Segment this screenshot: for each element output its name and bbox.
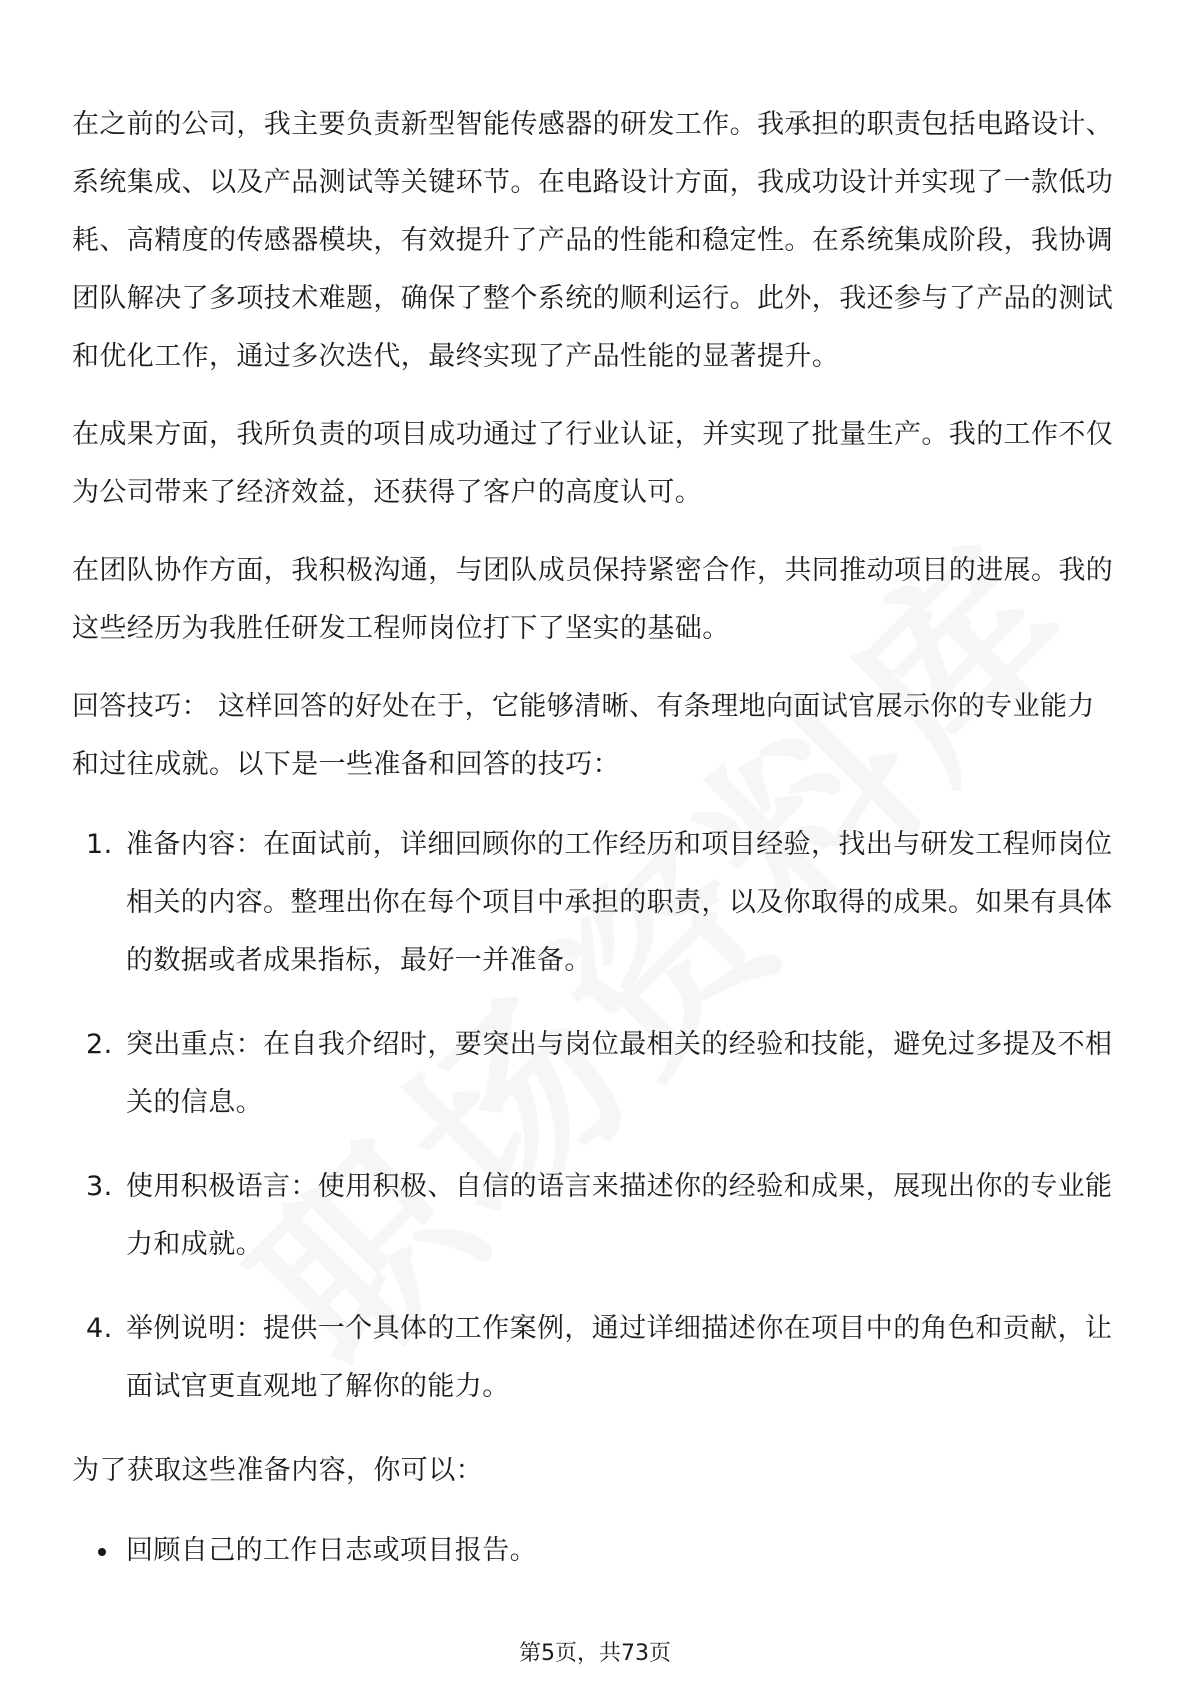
paragraph-answer-tips: 回答技巧： 这样回答的好处在于，它能够清晰、有条理地向面试官展示你的专业能力和过往成就。以下是一些准备和回答的技巧：: [72, 691, 1095, 780]
bullet-list-item: [72, 1522, 1122, 1580]
list-number: 3.: [86, 1171, 113, 1202]
paragraph-experience: 在之前的公司，我主要负责新型智能传感器的研发工作。我承担的职责包括电路设计、系统集成、以及产品测试等关键环节。在电路设计方面，我成功设计并实现了一款低功耗、高精度的传感器模块，有效提升了产品的性能和稳定性。在系统集成阶段，我协调团队解决了多项技术难题，确保了整个系统的顺利运行。此外，我还参与了产品的测试和优化工作，通过多次迭代，最终实现了产品性能的显著提升。: [72, 109, 1114, 372]
paragraph-achievements: 在成果方面，我所负责的项目成功通过了行业认证，并实现了批量生产。我的工作不仅为公司带来了经济效益，还获得了客户的高度认可。: [72, 419, 1114, 508]
list-number: 4.: [86, 1313, 113, 1344]
tips-list-item: [72, 816, 1122, 990]
document-body: [72, 96, 1122, 1580]
list-item-text: 使用积极语言：使用积极、自信的语言来描述你的经验和成果，展现出你的专业能力和成就。: [126, 1171, 1113, 1260]
tips-list-item: [72, 1158, 1122, 1274]
page-footer: 第5页，共73页: [519, 1641, 671, 1666]
paragraph-teamwork: 在团队协作方面，我积极沟通，与团队成员保持紧密合作，共同推动项目的进展。我的这些经历为我胜任研发工程师岗位打下了坚实的基础。: [72, 555, 1114, 644]
tips-list-item: [72, 1016, 1122, 1132]
tips-list-item: [72, 1300, 1122, 1416]
list-item-text: 举例说明：提供一个具体的工作案例，通过详细描述你在项目中的角色和贡献，让面试官更直观地了解你的能力。: [126, 1313, 1113, 1402]
tips-list: [72, 816, 1122, 1416]
list-number: 2.: [86, 1029, 113, 1060]
bullet-icon: [98, 1548, 106, 1556]
list-item-text: 回顾自己的工作日志或项目报告。: [126, 1535, 537, 1566]
bullet-list: [72, 1522, 1122, 1580]
paragraph-prep-intro: 为了获取这些准备内容，你可以：: [72, 1455, 483, 1486]
list-item-text: 准备内容：在面试前，详细回顾你的工作经历和项目经验，找出与研发工程师岗位相关的内容。整理出你在每个项目中承担的职责，以及你取得的成果。如果有具体的数据或者成果指标，最好一并准备。: [126, 829, 1113, 976]
list-item-text: 突出重点：在自我介绍时，要突出与岗位最相关的经验和技能，避免过多提及不相关的信息。: [126, 1029, 1113, 1118]
list-number: 1.: [86, 829, 113, 860]
